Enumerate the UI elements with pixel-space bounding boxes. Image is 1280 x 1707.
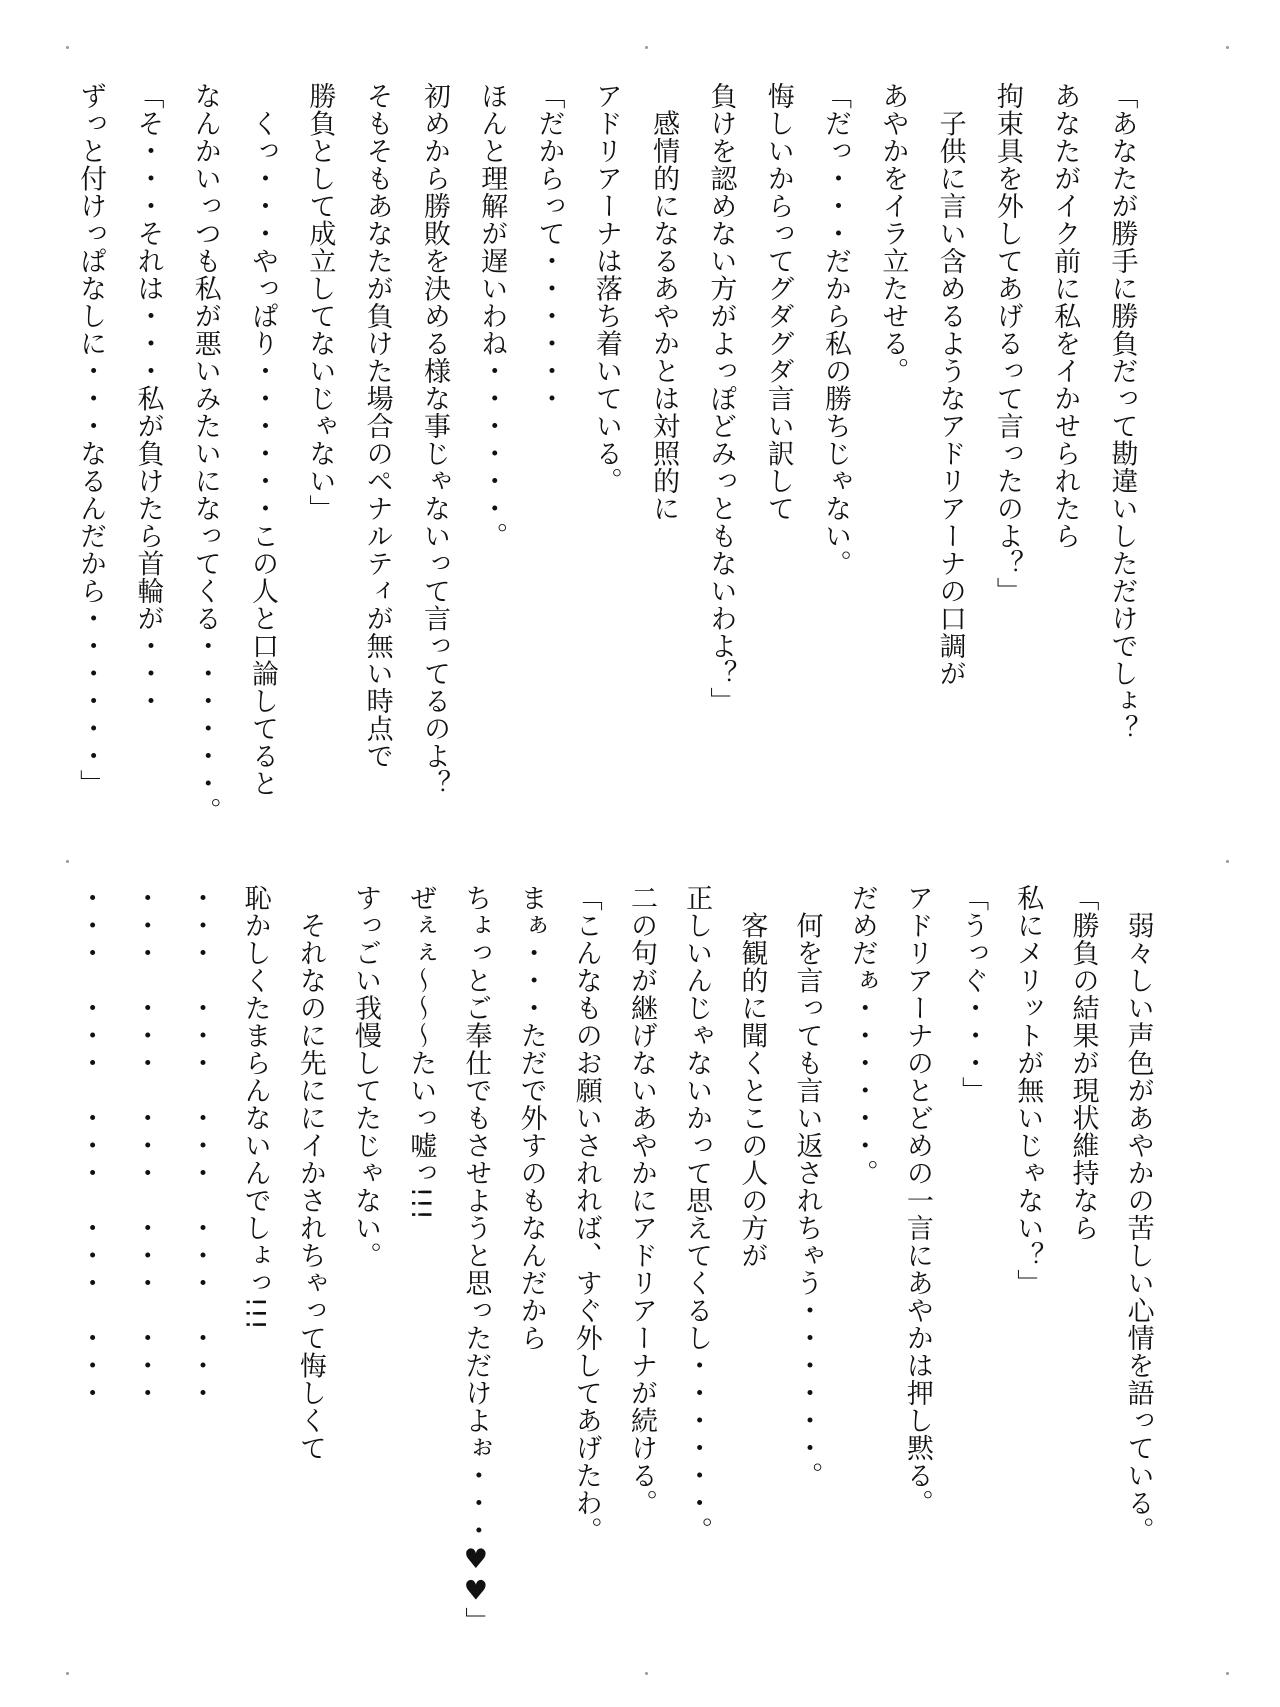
text-line: 初めから勝敗を決める様な事じゃないって言ってるのよ？ <box>418 82 450 797</box>
text-line: 「うっぐ・・・」 <box>957 884 989 1104</box>
text-block-top <box>62 82 1151 852</box>
text-line: 二の句が継げないあやかにアドリアーナが続ける。 <box>625 884 657 1517</box>
crop-mark <box>66 46 69 49</box>
text-line: くっ・・・やっぱり・・・・・・この人と口論してると <box>247 82 279 797</box>
text-line: 何を言っても言い返されちゃう・・・・・・。 <box>791 884 823 1489</box>
crop-mark <box>645 46 648 49</box>
crop-mark <box>1226 46 1229 49</box>
text-line: 「あなたが勝手に勝負だって勘違いしただけでしょ？ <box>1106 82 1138 742</box>
text-line: それなのに先ににイかされちゃって悔しくて <box>294 884 326 1462</box>
text-block-bottom <box>62 884 1166 1654</box>
text-line: 「だっ・・・だから私の勝ちじゃない。 <box>820 82 852 577</box>
crop-mark <box>66 1672 69 1675</box>
crop-mark <box>1226 860 1229 863</box>
text-line: そもそもあなたが負けた場合のペナルティが無い時点で <box>361 82 393 770</box>
text-line: だめだぁ・・・・・・。 <box>846 884 878 1187</box>
text-line: あなたがイク前に私をイかせられたら <box>1049 82 1081 550</box>
text-line: ほんと理解が遅いわね・・・・・・。 <box>476 82 508 550</box>
text-line: 弱々しい声色があやかの苦しい心情を語っている。 <box>1122 884 1154 1544</box>
text-line: 「だからって・・・・・・ <box>533 82 565 412</box>
text-line: 恥かしくたまらんないんでしょっ!!! <box>239 884 271 1331</box>
text-line: ・・・ ・・・ ・・・ ・・・ ・・・ <box>184 884 216 1407</box>
text-line: ・・・ ・・・ ・・・ ・・・ ・・・ <box>74 884 106 1407</box>
crop-mark <box>1226 1672 1229 1675</box>
crop-mark <box>66 860 69 863</box>
text-line: ・・・ ・・・ ・・・ ・・・ ・・・ <box>129 884 161 1407</box>
text-line: ぜぇぇ～～～たいっ嘘っ!!! <box>405 884 437 1221</box>
text-line: ちょっとご奉仕でもさせようと思っただけよぉ・・・♥♥」 <box>460 884 492 1635</box>
crop-mark <box>645 1672 648 1675</box>
text-line: 私にメリットが無いじゃない？」 <box>1012 884 1044 1297</box>
text-line: 「そ・・・それは・・・私が負けたら首輪が・・・ <box>132 82 164 715</box>
text-line: 感情的になるあやかとは対照的に <box>648 82 680 522</box>
text-line: 子供に言い含めるようなアドリアーナの口調が <box>934 82 966 687</box>
text-line: 「こんなものお願いされれば、すぐ外してあげたわ。 <box>570 884 602 1544</box>
text-line: ずっと付けっぱなしに・・・なるんだから・・・・・・」 <box>75 82 107 797</box>
text-line: 客観的に聞くとこの人の方が <box>736 884 768 1269</box>
text-line: アドリアーナのとどめの一言にあやかは押し黙る。 <box>901 884 933 1517</box>
text-line: 負けを認めない方がよっぽどみっともないわよ？」 <box>705 82 737 715</box>
text-line: まぁ・・・ただで外すのもなんだから <box>515 884 547 1352</box>
text-line: 勝負として成立してないじゃない」 <box>304 82 336 522</box>
text-line: 「勝負の結果が現状維持なら <box>1067 884 1099 1242</box>
text-line: すっごい我慢してたじゃない。 <box>350 884 382 1269</box>
text-line: 正しいんじゃないかって思えてくるし・・・・・・。 <box>681 884 713 1544</box>
text-line: あやかをイラ立たせる。 <box>877 82 909 385</box>
text-line: 悔しいからってグダグダ言い訳して <box>762 82 794 522</box>
text-line: 拘束具を外してあげるって言ったのよ？」 <box>991 82 1023 605</box>
text-line: なんかいっつも私が悪いみたいになってくる・・・・・・。 <box>189 82 221 825</box>
text-line: アドリアーナは落ち着いている。 <box>590 82 622 495</box>
